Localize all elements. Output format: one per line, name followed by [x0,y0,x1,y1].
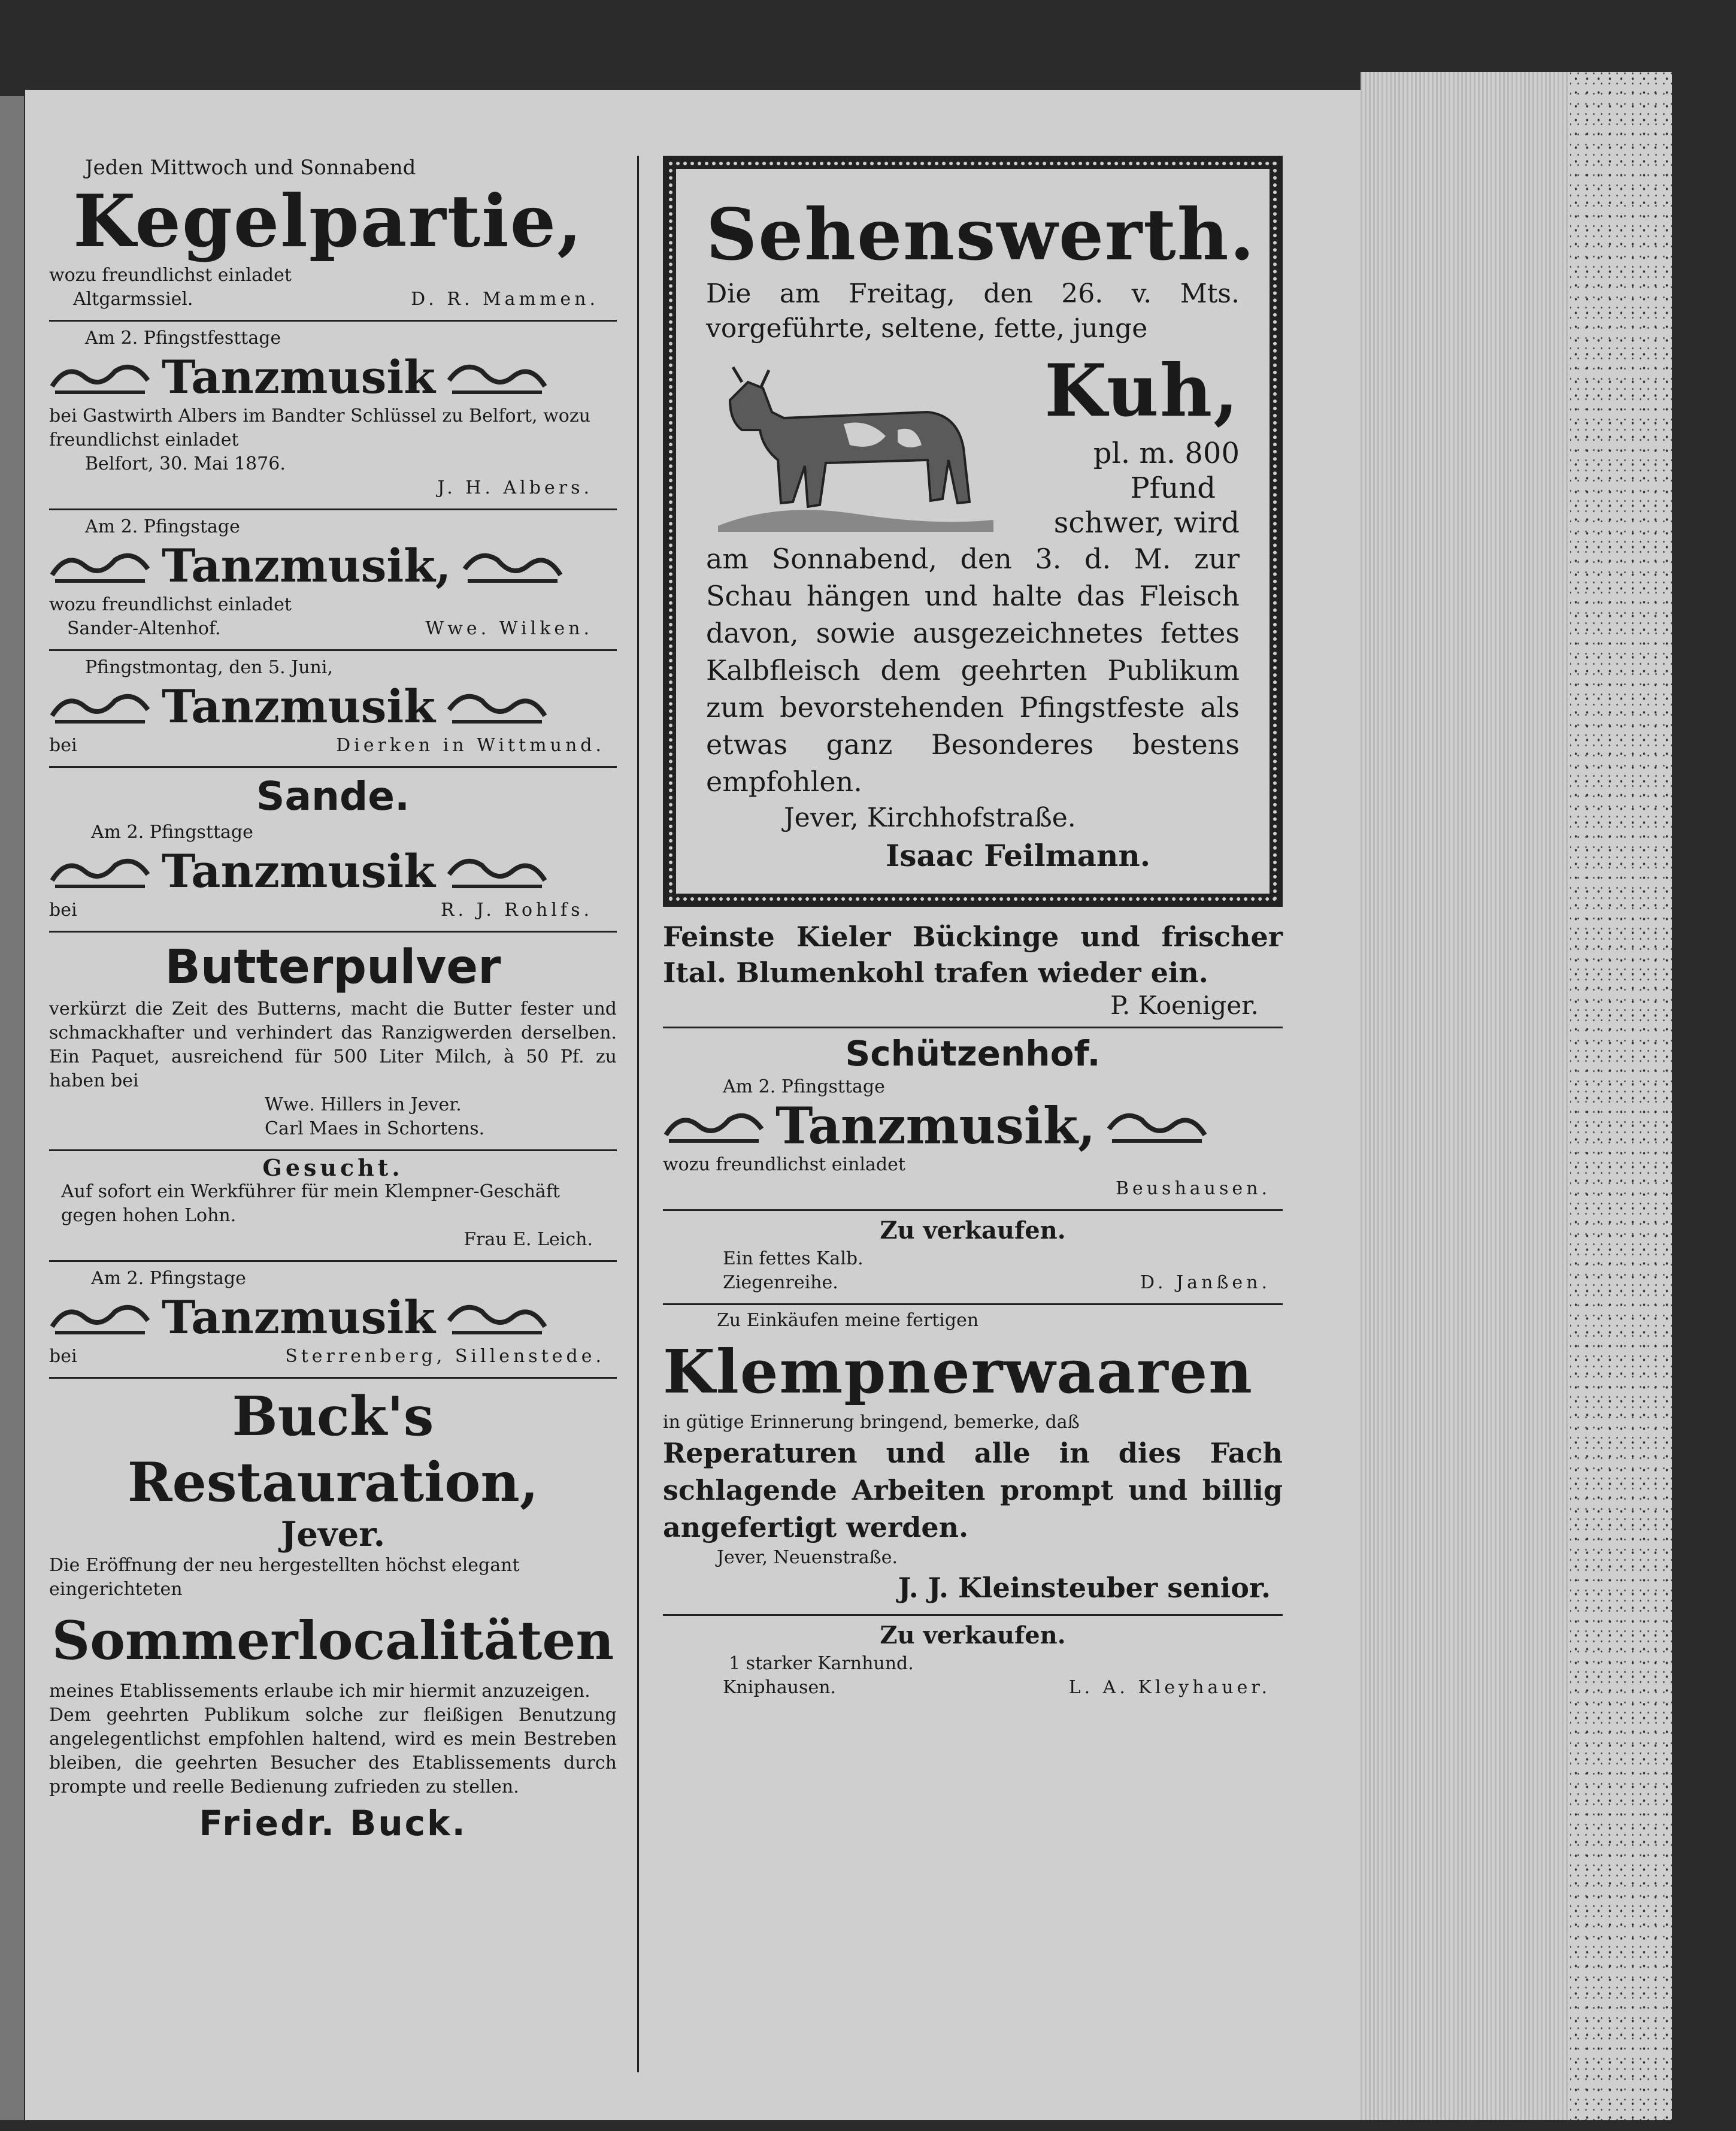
ad-weight: pl. m. 800 [1093,437,1240,470]
flourish-left-icon [49,545,151,587]
ad-item: Ein fettes Kalb. [723,1248,864,1269]
ad-seller: Carl Maes in Schortens. [265,1118,485,1139]
flourish-right-icon [446,356,548,398]
ad-footer [49,617,617,641]
ad-title-row [49,539,617,593]
ad-dance: Tanzmusik, [775,1096,1096,1155]
ad-signature: D. Janßen. [1140,1272,1271,1293]
ad-footer [663,1676,1283,1700]
ad-zu-verkaufen-kalb [663,1211,1283,1305]
book-gutter [0,96,24,2120]
ad-bei: bei [49,735,77,756]
ad-line: wozu freundlichst einladet [49,265,292,286]
ad-place: Ziegenreihe. [723,1272,838,1293]
ad-tanzmusik-albers [49,322,617,510]
ad-signature: Frau E. Leich. [463,1229,593,1250]
ad-line: Am 2. Pfingstfesttage [85,328,281,349]
ad-cow-row [706,346,1240,540]
ad-sande [49,768,617,933]
ad-title: Kegelpartie, [73,179,583,264]
ad-title: Tanzmusik, [162,539,452,592]
ad-sehenswerth [663,156,1283,907]
ad-title: Sehenswerth. [706,193,1256,276]
ad-text: wozu freundlichst einladet [49,594,292,615]
ad-text: am Sonnabend, den 3. d. M. zur Schau hängen und halte das Fleisch davon, sowie ausgezeichnetes fettes Kalbfleisch dem geehrten Publikum zum bevorstehenden Pfingstfeste als etwas ganz Besonderes bestens empfohlen. [706,543,1240,798]
ad-title: Tanzmusik [162,1291,435,1344]
ad-signature: P. Koeniger. [1110,991,1259,1020]
flourish-right-icon [446,1297,548,1339]
ad-title: Sande. [256,773,410,819]
ad-sommer: Sommerlocalitäten [51,1609,614,1672]
flourish-left-icon [49,356,151,398]
page-edges [1361,72,1672,2120]
ad-date: Belfort, 30. Mai 1876. [85,453,286,474]
ad-signature: J. J. Kleinsteuber senior. [898,1572,1271,1604]
ad-signature: D. R. Mammen. [411,289,599,310]
column-divider [637,156,639,2072]
flourish-right-icon [446,850,548,892]
left-column [49,156,617,2072]
ad-title-row [49,1291,617,1345]
ad-text: Auf sofort ein Werkführer für mein Klempner-Geschäft gegen hohen Lohn. [61,1181,560,1226]
ad-signature: Dierken in Wittmund. [336,735,605,756]
ad-place: Jever, Neuenstraße. [717,1547,898,1568]
ad-title: Klempnerwaaren [663,1336,1253,1407]
ad-title: Gesucht. [262,1154,404,1181]
ad-footer [663,1271,1283,1295]
ad-title-row [49,844,617,898]
ad-line: Am 2. Pfingsttage [91,822,253,843]
ad-klempnerwaaren [663,1305,1283,1616]
ad-buckinge [663,916,1283,1028]
ad-text: verkürzt die Zeit des Butterns, macht die Butter fester und schmackhafter und verhindert das Ranzigwerden derselben. Ein Paquet, ausreichend für 500 Liter Milch, à 50 Pf. zu haben bei [49,998,617,1091]
flourish-right-icon [1106,1105,1208,1147]
ad-seller: Wwe. Hillers in Jever. [265,1094,462,1115]
ad-tanzmusik-dierken [49,651,617,768]
ad-signature: Sterrenberg, Sillenstede. [285,1346,605,1367]
book-cover-edge [1570,72,1672,2120]
ad-text: Dem geehrten Publikum solche zur fleißigen Benutzung angelegentlichst empfohlen haltend, wird es mein Bestreben bleiben, die geehrten Besucher des Etablissements durch prompte und reelle Bedienung zufrieden zu stellen. [49,1705,617,1797]
flourish-right-icon [446,686,548,728]
ad-intro: Zu Einkäufen meine fertigen [717,1310,979,1331]
cow-illustration-icon [706,346,1005,538]
ad-signature: J. H. Albers. [437,477,593,498]
ad-line: Am 2. Pfingsttage [723,1076,885,1097]
ad-text: bei Gastwirth Albers im Bandter Schlüssel zu Belfort, wozu freundlichst einladet [49,405,590,450]
ad-signature: L. A. Kleyhauer. [1068,1677,1271,1698]
flourish-left-icon [49,1297,151,1339]
ad-zu-verkaufen-karnhund [663,1616,1283,1700]
ad-signature: Isaac Feilmann. [886,838,1151,873]
flourish-right-icon [462,545,563,587]
ad-tanzmusik-wilken [49,510,617,651]
ad-place: Jever, Kirchhofstraße. [784,803,1076,833]
ad-line: Am 2. Pfingstage [85,516,240,537]
ad-title: Butterpulver [165,940,501,994]
ad-footer [49,287,617,311]
ad-bei: bei [49,900,77,921]
ad-signature: Wwe. Wilken. [425,618,593,639]
ad-footer [49,734,617,758]
ad-title: Buck's Restauration, [127,1385,539,1514]
ad-title: Tanzmusik [162,350,435,404]
ad-place: Sander-Altenhof. [67,618,221,639]
ad-bei: bei [49,1346,77,1367]
ad-city: Jever. [280,1515,386,1554]
ad-butterpulver [49,933,617,1151]
ad-tanzmusik-sterrenberg [49,1262,617,1379]
ad-footer [49,898,617,922]
ad-text: wozu freundlichst einladet [663,1154,905,1175]
ad-weight: schwer, wird [1053,506,1240,540]
ad-kegelpartie [49,156,617,322]
ad-text: meines Etablissements erlaube ich mir hiermit anzuzeigen. [49,1681,590,1702]
ad-title-row [663,1096,1283,1155]
right-column [663,156,1283,2072]
ad-place: Altgarmssiel. [73,289,193,310]
flourish-left-icon [49,850,151,892]
ad-text: Reperaturen und alle in dies Fach schlagende Arbeiten prompt und billig angefertigt werden. [663,1437,1283,1543]
ad-footer [49,1345,617,1369]
ad-item: 1 starker Karnhund. [729,1653,914,1674]
ad-buck-restauration [49,1379,617,1847]
ad-title: Zu verkaufen. [880,1621,1066,1649]
ad-title: Tanzmusik [162,680,435,733]
ad-text: in gütige Erinnerung bringend, bemerke, daß [663,1412,1080,1433]
ad-dance: Tanzmusik [162,844,435,898]
ad-line: Pfingstmontag, den 5. Juni, [85,657,333,678]
ad-place: Kniphausen. [723,1677,837,1698]
ad-schuetzenhof [663,1028,1283,1211]
ad-intro: Die Eröffnung der neu hergestellten höchst elegant eingerichteten [49,1555,520,1600]
ad-gesucht [49,1151,617,1262]
ad-title-row [49,680,617,734]
ad-line: Am 2. Pfingstage [91,1268,246,1289]
newspaper-page [25,90,1361,2120]
ad-signature: Friedr. Buck. [199,1803,467,1844]
flourish-left-icon [663,1105,765,1147]
ad-signature: Beushausen. [1115,1178,1271,1199]
ad-title: Zu verkaufen. [880,1216,1066,1245]
ad-signature: R. J. Rohlfs. [440,900,593,921]
ad-line: Jeden Mittwoch und Sonnabend [85,156,416,180]
ad-title: Schützenhof. [845,1033,1101,1074]
ad-title-row [49,350,617,404]
ad-text: Die am Freitag, den 26. v. Mts. vorgeführte, seltene, fette, junge [706,279,1240,344]
ad-cow-side [1023,346,1240,540]
ad-weight: Pfund [1130,471,1216,505]
ad-kuh: Kuh, [1044,349,1240,433]
ad-text: Feinste Kieler Bückinge und frischer Ital. Blumenkohl trafen wieder ein. [663,921,1283,989]
flourish-left-icon [49,686,151,728]
